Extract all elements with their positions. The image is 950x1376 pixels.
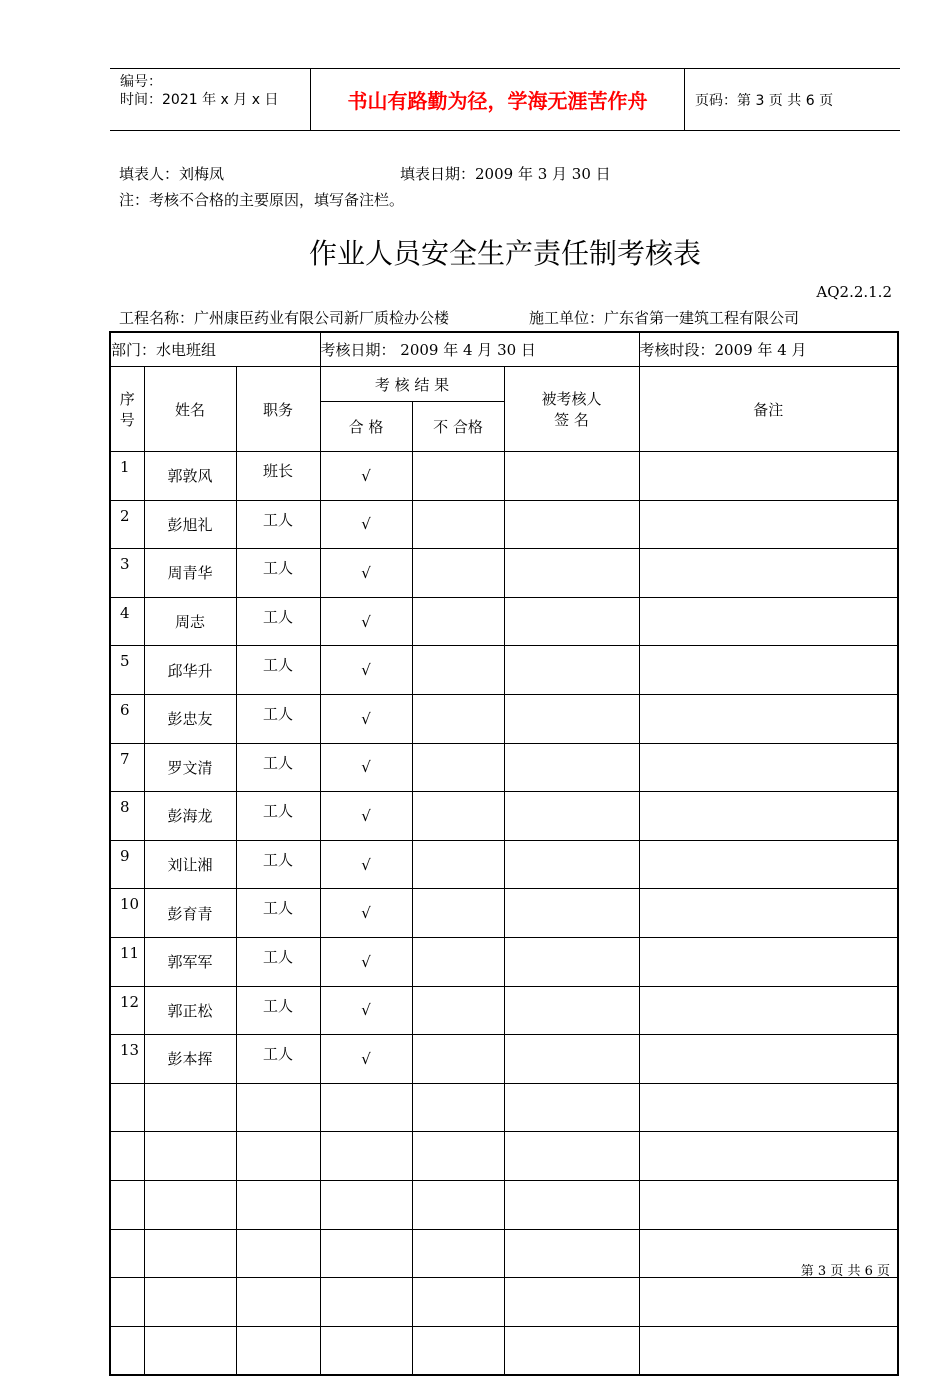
fail-cell (412, 1229, 504, 1278)
signature-cell (504, 549, 639, 598)
table-row (110, 792, 898, 841)
signature-cell (504, 937, 639, 986)
table-row (110, 549, 898, 598)
fail-cell (412, 549, 504, 598)
header-number: 编号： (120, 74, 162, 90)
seq-cell: 3 (110, 549, 144, 598)
pass-cell: √ (320, 549, 412, 598)
remark-cell (639, 646, 898, 695)
fail-cell (412, 937, 504, 986)
remark-cell (639, 1278, 898, 1327)
name-cell: 彭本挥 (144, 1035, 236, 1084)
signature-cell (504, 1326, 639, 1375)
pass-cell (320, 1132, 412, 1181)
assessment-table (109, 331, 899, 1376)
col-fail-header: 不 合格 (412, 402, 504, 452)
pass-cell: √ (320, 646, 412, 695)
pass-cell: √ (320, 937, 412, 986)
name-cell: 郭正松 (144, 986, 236, 1035)
fail-cell (412, 1083, 504, 1132)
seq-cell: 13 (110, 1035, 144, 1084)
col-seq-header: 序号 (110, 367, 144, 452)
page-title: 作业人员安全生产责任制考核表 (308, 237, 701, 270)
remark-cell (639, 889, 898, 938)
name-cell: 彭海龙 (144, 792, 236, 841)
seq-cell: 6 (110, 694, 144, 743)
form-code: AQ2.2.1.2 (816, 283, 892, 301)
remark-cell (639, 743, 898, 792)
pass-cell: √ (320, 792, 412, 841)
table-row (110, 1278, 898, 1327)
remark-cell (639, 694, 898, 743)
name-cell (144, 1229, 236, 1278)
seq-cell (110, 1083, 144, 1132)
table-row (110, 1180, 898, 1229)
table-row (110, 1083, 898, 1132)
seq-cell (110, 1278, 144, 1327)
position-cell (236, 1132, 320, 1181)
remark-cell (639, 1180, 898, 1229)
assess-period-cell: 考核时段：2009 年 4 月 (639, 332, 898, 367)
position-cell: 工人 (236, 549, 320, 598)
table-row (110, 889, 898, 938)
fail-cell (412, 1326, 504, 1375)
position-cell: 工人 (236, 597, 320, 646)
fail-cell (412, 1278, 504, 1327)
seq-cell: 10 (110, 889, 144, 938)
seq-cell: 12 (110, 986, 144, 1035)
header-meta (110, 69, 311, 130)
col-position-header: 职务 (236, 367, 320, 452)
seq-cell (110, 1229, 144, 1278)
signature-cell (504, 1229, 639, 1278)
fail-cell (412, 743, 504, 792)
seq-cell: 1 (110, 452, 144, 501)
name-cell (144, 1326, 236, 1375)
seq-cell (110, 1326, 144, 1375)
name-cell: 邱华升 (144, 646, 236, 695)
pass-cell: √ (320, 694, 412, 743)
fail-cell (412, 1132, 504, 1181)
seq-cell: 9 (110, 840, 144, 889)
project-name: 工程名称：广州康臣药业有限公司新厂质检办公楼 (119, 309, 450, 327)
name-cell: 彭旭礼 (144, 500, 236, 549)
pass-cell (320, 1229, 412, 1278)
name-cell: 周志 (144, 597, 236, 646)
name-cell: 郭敦风 (144, 452, 236, 501)
signature-cell (504, 1278, 639, 1327)
page-header (110, 68, 900, 131)
fail-cell (412, 694, 504, 743)
remark-cell (639, 1083, 898, 1132)
signature-cell (504, 1180, 639, 1229)
name-cell: 刘让湘 (144, 840, 236, 889)
name-cell (144, 1180, 236, 1229)
contractor-name: 施工单位：广东省第一建筑工程有限公司 (529, 309, 800, 327)
col-name-header: 姓名 (144, 367, 236, 452)
name-cell (144, 1278, 236, 1327)
pass-cell: √ (320, 743, 412, 792)
header-date: 时间：2021 年 x 月 x 日 (120, 92, 279, 108)
fail-cell (412, 1035, 504, 1084)
dept-row (110, 332, 898, 367)
pass-cell (320, 1180, 412, 1229)
pass-cell: √ (320, 500, 412, 549)
position-cell: 工人 (236, 986, 320, 1035)
table-row (110, 597, 898, 646)
position-cell (236, 1083, 320, 1132)
signature-cell (504, 840, 639, 889)
position-cell: 工人 (236, 937, 320, 986)
fill-date-line: 填表日期：2009 年 3 月 30 日 (400, 165, 611, 183)
pass-cell: √ (320, 597, 412, 646)
fail-cell (412, 597, 504, 646)
remark-cell (639, 452, 898, 501)
pass-cell: √ (320, 840, 412, 889)
fail-cell (412, 646, 504, 695)
header-motto: 书山有路勤为径，学海无涯苦作舟 (311, 69, 685, 130)
fail-cell (412, 500, 504, 549)
position-cell (236, 1180, 320, 1229)
position-cell: 班长 (236, 452, 320, 501)
position-cell: 工人 (236, 840, 320, 889)
signature-cell (504, 889, 639, 938)
remark-cell (639, 792, 898, 841)
position-cell (236, 1278, 320, 1327)
remark-cell (639, 986, 898, 1035)
signature-cell (504, 1132, 639, 1181)
col-remarks-header: 备注 (639, 367, 898, 452)
name-cell: 周青华 (144, 549, 236, 598)
signature-cell (504, 597, 639, 646)
seq-cell: 11 (110, 937, 144, 986)
position-cell (236, 1229, 320, 1278)
col-result-header: 考 核 结 果 (320, 367, 504, 402)
fail-cell (412, 840, 504, 889)
pass-cell: √ (320, 452, 412, 501)
pass-cell: √ (320, 986, 412, 1035)
position-cell: 工人 (236, 500, 320, 549)
table-row (110, 937, 898, 986)
name-cell: 彭育青 (144, 889, 236, 938)
signature-cell (504, 1083, 639, 1132)
pass-cell: √ (320, 1035, 412, 1084)
seq-cell: 5 (110, 646, 144, 695)
remark-cell (639, 500, 898, 549)
fail-cell (412, 889, 504, 938)
pass-cell (320, 1326, 412, 1375)
seq-cell (110, 1180, 144, 1229)
filler-line: 填表人：刘梅凤 (119, 165, 225, 183)
signature-cell (504, 743, 639, 792)
position-cell (236, 1326, 320, 1375)
signature-cell (504, 452, 639, 501)
table-row (110, 840, 898, 889)
seq-cell: 4 (110, 597, 144, 646)
position-cell: 工人 (236, 743, 320, 792)
signature-cell (504, 500, 639, 549)
pass-cell (320, 1083, 412, 1132)
seq-cell: 2 (110, 500, 144, 549)
name-cell (144, 1083, 236, 1132)
col-signature-header: 被考核人签 名 (504, 367, 639, 452)
dept-cell: 部门：水电班组 (110, 332, 320, 367)
fail-cell (412, 1180, 504, 1229)
position-cell: 工人 (236, 889, 320, 938)
table-row (110, 743, 898, 792)
signature-cell (504, 1035, 639, 1084)
position-cell: 工人 (236, 694, 320, 743)
signature-cell (504, 792, 639, 841)
name-cell (144, 1132, 236, 1181)
seq-cell (110, 1132, 144, 1181)
assess-date-cell: 考核日期： 2009 年 4 月 30 日 (320, 332, 639, 367)
remark-cell (639, 840, 898, 889)
seq-cell: 7 (110, 743, 144, 792)
remark-cell (639, 937, 898, 986)
table-row (110, 1132, 898, 1181)
table-row (110, 500, 898, 549)
pass-cell: √ (320, 889, 412, 938)
position-cell: 工人 (236, 792, 320, 841)
position-cell: 工人 (236, 1035, 320, 1084)
fail-cell (412, 986, 504, 1035)
table-row (110, 694, 898, 743)
remark-cell (639, 1326, 898, 1375)
table-row (110, 1326, 898, 1375)
note-line: 注：考核不合格的主要原因，填写备注栏。 (119, 191, 405, 209)
remark-cell (639, 1035, 898, 1084)
table-row (110, 986, 898, 1035)
table-row (110, 1035, 898, 1084)
col-pass-header: 合 格 (320, 402, 412, 452)
name-cell: 罗文清 (144, 743, 236, 792)
signature-cell (504, 646, 639, 695)
page-footer: 第 3 页 共 6 页 (800, 1264, 890, 1279)
pass-cell (320, 1278, 412, 1327)
remark-cell (639, 1132, 898, 1181)
table-row (110, 452, 898, 501)
signature-cell (504, 694, 639, 743)
seq-cell: 8 (110, 792, 144, 841)
fail-cell (412, 452, 504, 501)
header-row-1 (110, 367, 898, 402)
name-cell: 郭军军 (144, 937, 236, 986)
signature-cell (504, 986, 639, 1035)
remark-cell (639, 549, 898, 598)
table-row (110, 1229, 898, 1278)
header-page: 页码：第 3 页 共 6 页 (695, 92, 834, 109)
position-cell: 工人 (236, 646, 320, 695)
name-cell: 彭忠友 (144, 694, 236, 743)
table-row (110, 646, 898, 695)
fail-cell (412, 792, 504, 841)
remark-cell (639, 597, 898, 646)
